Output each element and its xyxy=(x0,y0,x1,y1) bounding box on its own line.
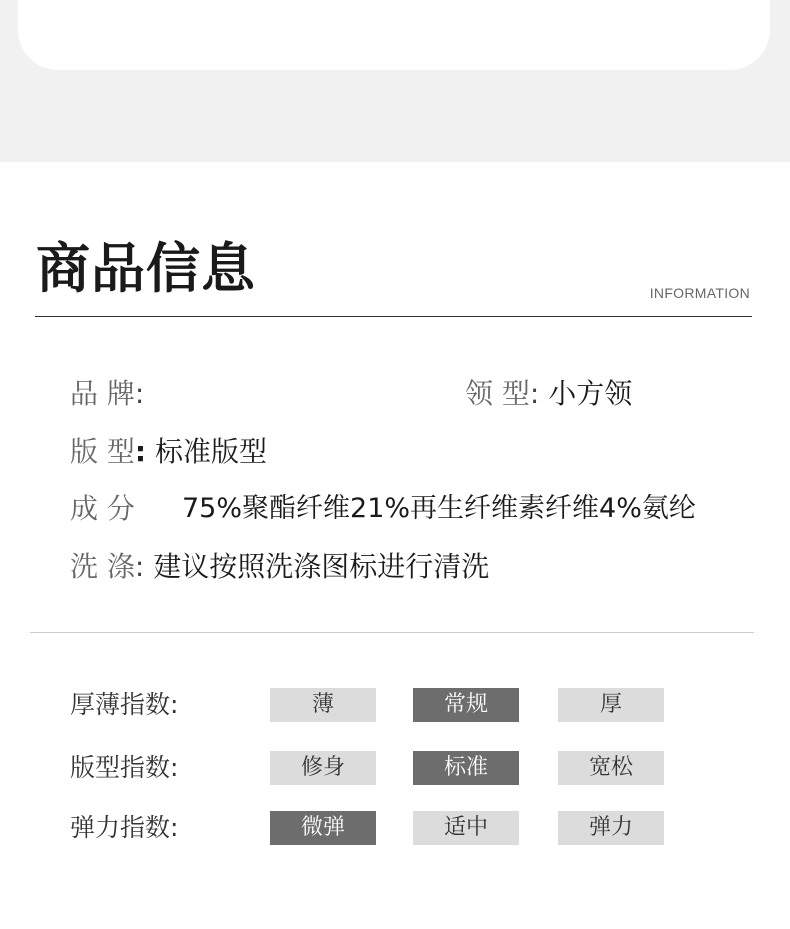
stretch-option-moderate: 适中 xyxy=(413,811,519,845)
title-divider xyxy=(35,316,752,317)
fit-index-label: 版型指数: xyxy=(70,753,179,782)
fit-option-standard: 标准 xyxy=(413,751,519,785)
stretch-option-stretchy: 弹力 xyxy=(558,811,664,845)
washing-label: 洗 涤 xyxy=(70,550,135,583)
washing-value: 建议按照洗涤图标进行清洗 xyxy=(153,550,490,583)
composition-value-wrap xyxy=(182,491,696,527)
info-row-washing xyxy=(70,549,489,585)
brand-label: 品 牌 xyxy=(70,377,135,410)
fit-label: 版 型 xyxy=(70,435,135,468)
info-row-composition xyxy=(70,491,135,527)
collar-colon: : xyxy=(529,377,540,410)
stretch-index-label: 弹力指数: xyxy=(70,813,179,842)
top-background-band xyxy=(0,0,790,162)
collar-label: 领 型 xyxy=(465,377,530,410)
section-divider xyxy=(30,632,754,633)
fit-value: 标准版型 xyxy=(155,435,268,468)
fit-option-loose: 宽松 xyxy=(558,751,664,785)
thickness-option-regular: 常规 xyxy=(413,688,519,722)
page-subtitle: INFORMATION xyxy=(649,285,750,301)
thickness-option-thin: 薄 xyxy=(270,688,376,722)
fit-option-slim: 修身 xyxy=(270,751,376,785)
thickness-option-thick: 厚 xyxy=(558,688,664,722)
collar-value: 小方领 xyxy=(548,377,633,410)
washing-colon: : xyxy=(134,550,145,583)
fit-colon: : xyxy=(134,435,147,468)
composition-value: 75%聚酯纤维21%再生纤维素纤维4%氨纶 xyxy=(182,493,696,524)
page-title: 商品信息 xyxy=(36,237,256,300)
thickness-index-label: 厚薄指数: xyxy=(70,690,179,719)
info-row-brand xyxy=(70,376,144,412)
top-card xyxy=(18,0,770,70)
stretch-option-slight: 微弹 xyxy=(270,811,376,845)
info-row-fit xyxy=(70,434,267,470)
info-row-collar xyxy=(465,376,632,412)
brand-colon: : xyxy=(134,377,145,410)
composition-label: 成 分 xyxy=(70,492,135,525)
